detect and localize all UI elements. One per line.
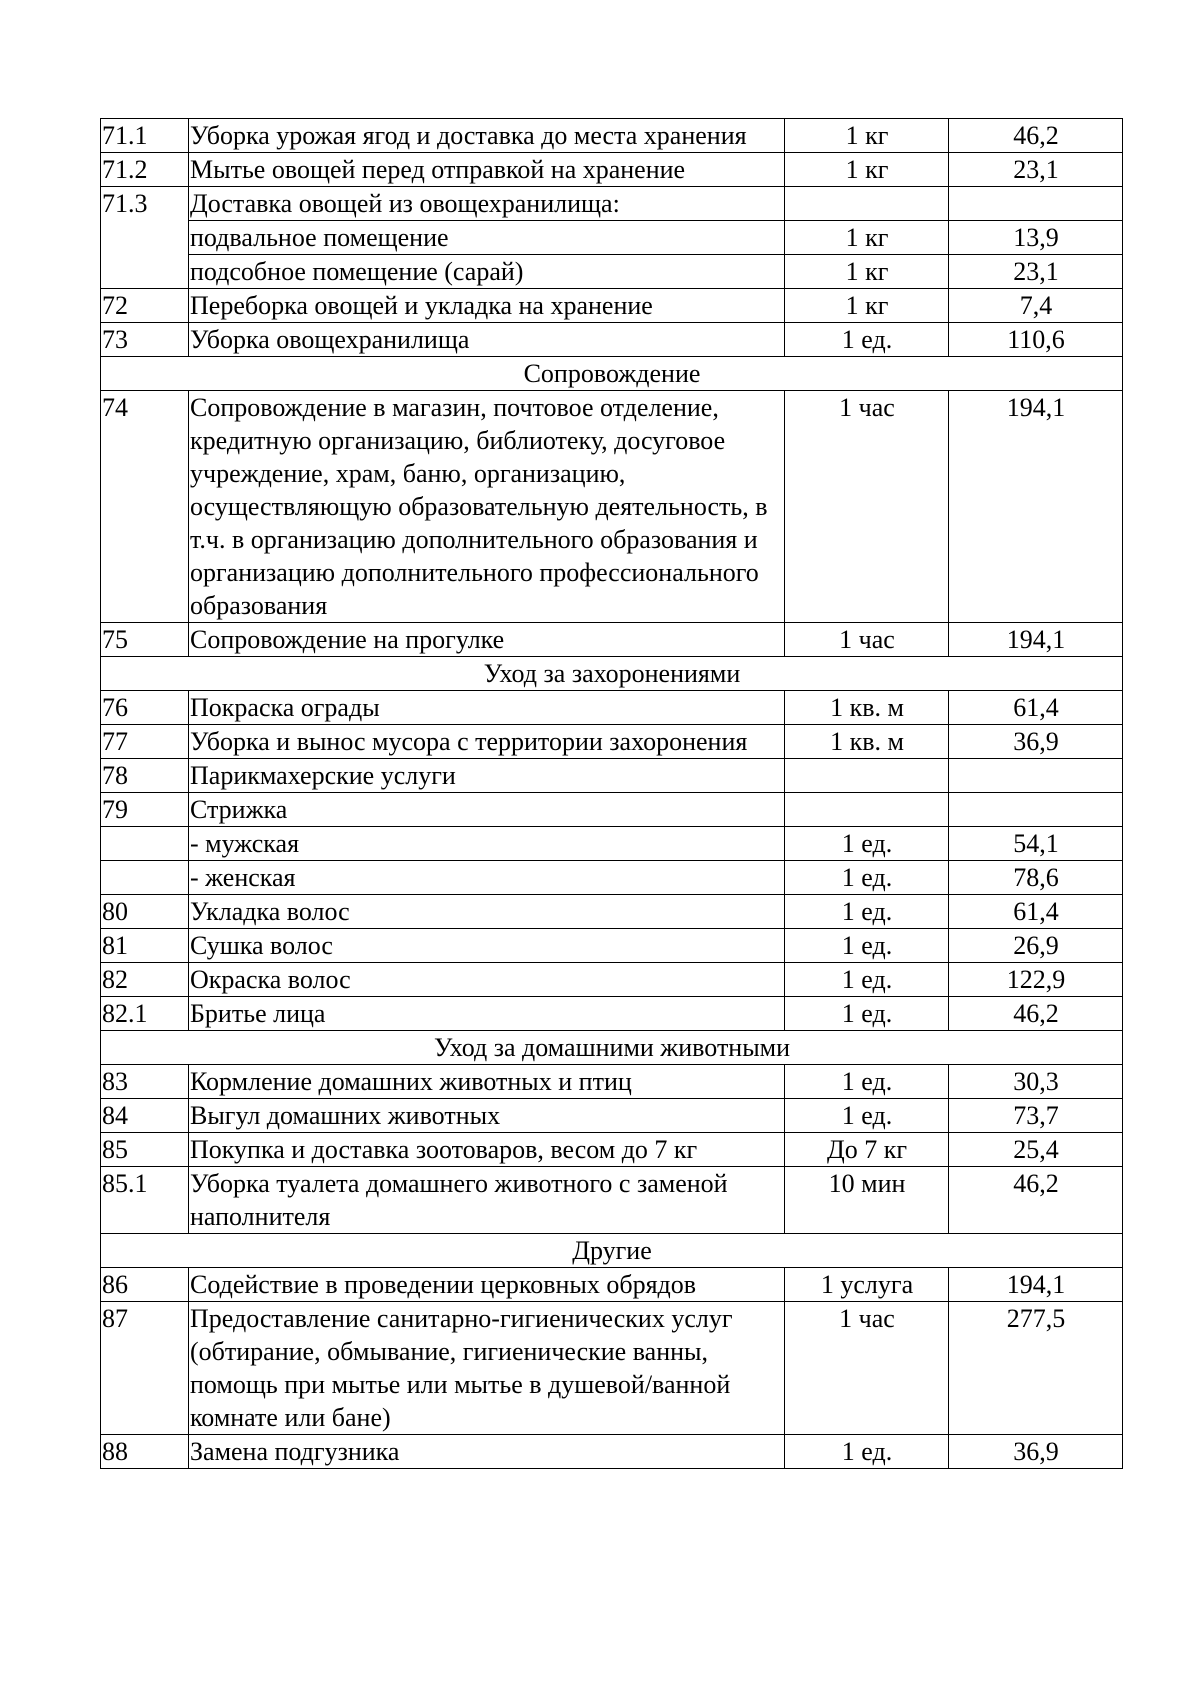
- section-title: Другие: [101, 1234, 1123, 1268]
- service-name: Уборка урожая ягод и доставка до места хранения: [189, 119, 785, 153]
- service-number: 80: [101, 895, 189, 929]
- table-row: [101, 391, 1123, 623]
- service-number: 71.1: [101, 119, 189, 153]
- service-name: - мужская: [189, 827, 785, 861]
- table-row: [101, 153, 1123, 187]
- table-subrow: [101, 221, 1123, 255]
- service-price: 277,5: [949, 1302, 1123, 1435]
- service-price: 13,9: [949, 221, 1123, 255]
- service-unit: 1 ед.: [785, 895, 949, 929]
- service-price: [949, 759, 1123, 793]
- section-header-row: [101, 1234, 1123, 1268]
- service-name: Сопровождение в магазин, почтовое отделение, кредитную организацию, библиотеку, досуговое учреждение, храм, баню, организацию, осуществляющую образовательную деятельность, в т.ч. в организацию дополнительного образования и организацию дополнительного профессионального образования: [189, 391, 785, 623]
- service-name: Кормление домашних животных и птиц: [189, 1065, 785, 1099]
- service-number: 74: [101, 391, 189, 623]
- service-unit: 1 ед.: [785, 963, 949, 997]
- service-price: 30,3: [949, 1065, 1123, 1099]
- service-number: 76: [101, 691, 189, 725]
- service-name: Бритье лица: [189, 997, 785, 1031]
- service-number: 79: [101, 793, 189, 827]
- service-name: Окраска волос: [189, 963, 785, 997]
- service-unit: 1 час: [785, 391, 949, 623]
- section-title: Сопровождение: [101, 357, 1123, 391]
- service-unit: 1 ед.: [785, 1065, 949, 1099]
- service-unit: 1 ед.: [785, 323, 949, 357]
- service-name: подсобное помещение (сарай): [189, 255, 785, 289]
- service-number: [101, 827, 189, 861]
- table-row: [101, 1065, 1123, 1099]
- service-price: 61,4: [949, 691, 1123, 725]
- table-row: [101, 929, 1123, 963]
- service-unit: [785, 793, 949, 827]
- service-name: Сопровождение на прогулке: [189, 623, 785, 657]
- service-price: 23,1: [949, 153, 1123, 187]
- service-price: 36,9: [949, 1435, 1123, 1469]
- table-row: [101, 1302, 1123, 1435]
- table-row: [101, 793, 1123, 827]
- table-row: [101, 895, 1123, 929]
- service-number: 84: [101, 1099, 189, 1133]
- table-row: [101, 1099, 1123, 1133]
- service-unit: [785, 759, 949, 793]
- service-name: Замена подгузника: [189, 1435, 785, 1469]
- service-number: 78: [101, 759, 189, 793]
- service-price: 36,9: [949, 725, 1123, 759]
- service-price: 26,9: [949, 929, 1123, 963]
- service-unit: [785, 187, 949, 221]
- table-row: [101, 759, 1123, 793]
- service-price: 7,4: [949, 289, 1123, 323]
- service-name: Доставка овощей из овощехранилища:: [189, 187, 785, 221]
- service-unit: 1 ед.: [785, 929, 949, 963]
- service-unit: 1 кг: [785, 153, 949, 187]
- service-unit: 1 кг: [785, 119, 949, 153]
- service-price: 194,1: [949, 1268, 1123, 1302]
- table-row: [101, 323, 1123, 357]
- service-number: 88: [101, 1435, 189, 1469]
- service-number: 72: [101, 289, 189, 323]
- service-name: - женская: [189, 861, 785, 895]
- table-row: [101, 1167, 1123, 1234]
- table-row: [101, 861, 1123, 895]
- service-number: 81: [101, 929, 189, 963]
- table-row: [101, 827, 1123, 861]
- service-number: 71.3: [101, 187, 189, 289]
- service-price: 122,9: [949, 963, 1123, 997]
- service-name: Парикмахерские услуги: [189, 759, 785, 793]
- service-price: 54,1: [949, 827, 1123, 861]
- section-header-row: [101, 357, 1123, 391]
- service-number: 85: [101, 1133, 189, 1167]
- service-unit: 1 кв. м: [785, 725, 949, 759]
- table-subrow: [101, 255, 1123, 289]
- service-number: [101, 861, 189, 895]
- table-body: [101, 119, 1123, 1469]
- service-name: Мытье овощей перед отправкой на хранение: [189, 153, 785, 187]
- table-row: [101, 725, 1123, 759]
- service-name: Уборка овощехранилища: [189, 323, 785, 357]
- service-name: Покупка и доставка зоотоваров, весом до 7 кг: [189, 1133, 785, 1167]
- service-unit: 1 ед.: [785, 827, 949, 861]
- section-title: Уход за домашними животными: [101, 1031, 1123, 1065]
- service-number: 87: [101, 1302, 189, 1435]
- service-number: 82: [101, 963, 189, 997]
- service-price: 194,1: [949, 623, 1123, 657]
- service-number: 83: [101, 1065, 189, 1099]
- service-price: 46,2: [949, 119, 1123, 153]
- section-header-row: [101, 1031, 1123, 1065]
- service-price: 25,4: [949, 1133, 1123, 1167]
- service-number: 85.1: [101, 1167, 189, 1234]
- service-unit: 10 мин: [785, 1167, 949, 1234]
- table-row: [101, 1133, 1123, 1167]
- service-number: 82.1: [101, 997, 189, 1031]
- service-name: Стрижка: [189, 793, 785, 827]
- service-unit: 1 кв. м: [785, 691, 949, 725]
- service-unit: 1 ед.: [785, 997, 949, 1031]
- service-unit: До 7 кг: [785, 1133, 949, 1167]
- service-unit: 1 ед.: [785, 1099, 949, 1133]
- service-name: Содействие в проведении церковных обрядов: [189, 1268, 785, 1302]
- service-price: [949, 793, 1123, 827]
- section-title: Уход за захоронениями: [101, 657, 1123, 691]
- table-row: [101, 963, 1123, 997]
- service-unit: 1 кг: [785, 255, 949, 289]
- service-name: Укладка волос: [189, 895, 785, 929]
- service-price: 61,4: [949, 895, 1123, 929]
- service-price: [949, 187, 1123, 221]
- service-name: Уборка туалета домашнего животного с заменой наполнителя: [189, 1167, 785, 1234]
- service-name: Переборка овощей и укладка на хранение: [189, 289, 785, 323]
- service-price: 46,2: [949, 997, 1123, 1031]
- section-header-row: [101, 657, 1123, 691]
- service-price: 46,2: [949, 1167, 1123, 1234]
- service-name: Выгул домашних животных: [189, 1099, 785, 1133]
- table-row: [101, 623, 1123, 657]
- service-unit: 1 ед.: [785, 1435, 949, 1469]
- service-number: 71.2: [101, 153, 189, 187]
- service-number: 73: [101, 323, 189, 357]
- service-unit: 1 кг: [785, 221, 949, 255]
- table-row: [101, 1268, 1123, 1302]
- table-row: [101, 997, 1123, 1031]
- services-price-table: [100, 118, 1123, 1469]
- service-name: Уборка и вынос мусора с территории захоронения: [189, 725, 785, 759]
- service-name: Сушка волос: [189, 929, 785, 963]
- service-number: 86: [101, 1268, 189, 1302]
- table-row: [101, 691, 1123, 725]
- service-unit: 1 услуга: [785, 1268, 949, 1302]
- table-row: [101, 289, 1123, 323]
- service-unit: 1 час: [785, 1302, 949, 1435]
- service-price: 23,1: [949, 255, 1123, 289]
- table-row: [101, 1435, 1123, 1469]
- service-unit: 1 ед.: [785, 861, 949, 895]
- service-name: Предоставление санитарно-гигиенических услуг (обтирание, обмывание, гигиенические ванны, помощь при мытье или мытье в душевой/ванной комнате или бане): [189, 1302, 785, 1435]
- service-price: 110,6: [949, 323, 1123, 357]
- service-name: подвальное помещение: [189, 221, 785, 255]
- table-row: [101, 119, 1123, 153]
- service-number: 77: [101, 725, 189, 759]
- table-row: [101, 187, 1123, 221]
- service-price: 73,7: [949, 1099, 1123, 1133]
- service-price: 78,6: [949, 861, 1123, 895]
- service-number: 75: [101, 623, 189, 657]
- service-unit: 1 кг: [785, 289, 949, 323]
- service-unit: 1 час: [785, 623, 949, 657]
- service-name: Покраска ограды: [189, 691, 785, 725]
- service-price: 194,1: [949, 391, 1123, 623]
